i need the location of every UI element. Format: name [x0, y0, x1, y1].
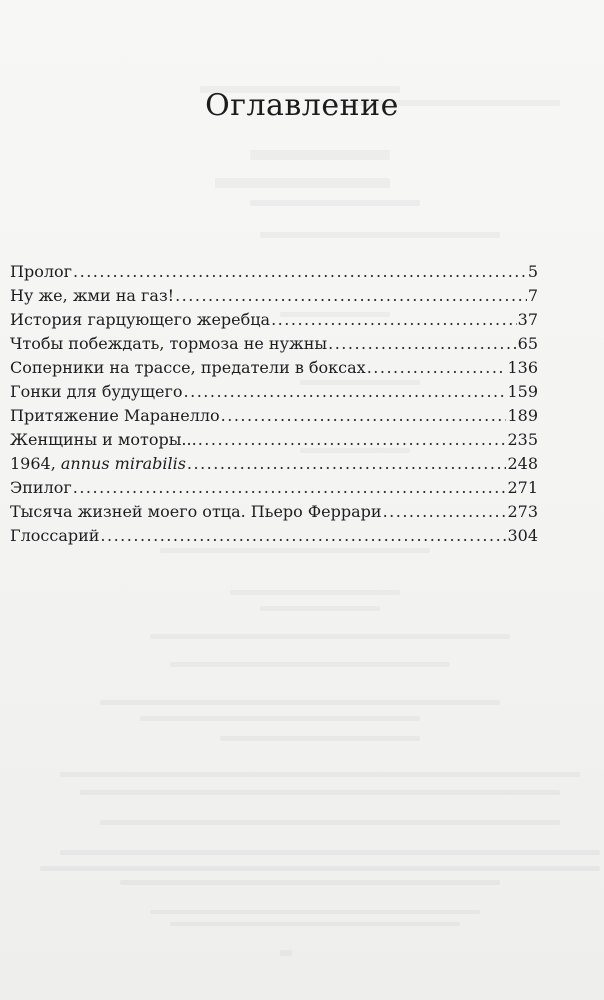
- toc-entry-title: [10, 260, 72, 284]
- toc-page-number: 159: [507, 382, 538, 401]
- toc-dot-leader: [73, 260, 527, 284]
- toc-entry-title: [10, 356, 366, 380]
- toc-entry: [10, 284, 538, 308]
- toc-dot-leader: [383, 500, 507, 524]
- toc-entry-title: [10, 524, 99, 548]
- toc-entry-title-text: Чтобы побеждать, тормоза не нужны: [10, 334, 328, 353]
- toc-dot-leader: [187, 452, 507, 476]
- toc-page-number: 65: [517, 334, 538, 353]
- toc-entry-title: [10, 476, 72, 500]
- toc-page-number: 5: [527, 262, 538, 281]
- toc-entry-title-text: 1964,: [10, 454, 61, 473]
- toc-entry-title: [10, 284, 174, 308]
- toc-entry-title: [10, 428, 197, 452]
- toc-entry: [10, 332, 538, 356]
- toc-entry: [10, 476, 538, 500]
- toc-entry-title-text: Притяжение Маранелло: [10, 406, 220, 425]
- toc-page-number: 189: [507, 406, 538, 425]
- toc-entry-title-text: Глоссарий: [10, 526, 100, 545]
- toc-entry-title: [10, 308, 270, 332]
- toc-dot-leader: [328, 332, 517, 356]
- toc-entry-title: [10, 332, 327, 356]
- toc-page-number: 136: [507, 358, 538, 377]
- toc-entry-title-text: Пролог: [10, 262, 73, 281]
- toc-entry-title: [10, 380, 183, 404]
- toc-dot-leader: [175, 284, 527, 308]
- toc-entry-title-text: История гарцующего жеребца: [10, 310, 271, 329]
- toc-entry: [10, 380, 538, 404]
- toc-entry-title: [10, 500, 382, 524]
- toc-dot-leader: [221, 404, 507, 428]
- toc-entry-title-text: Женщины и моторы...: [10, 430, 197, 449]
- toc-dot-leader: [100, 524, 506, 548]
- toc-entry-title: [10, 452, 186, 476]
- toc-entry: [10, 404, 538, 428]
- toc-entry-title-italic: annus mirabilis: [60, 454, 186, 473]
- toc-page-number: 7: [527, 286, 538, 305]
- toc-entry: [10, 356, 538, 380]
- toc-entry-title-text: Эпилог: [10, 478, 72, 497]
- toc-entry-title-text: Ну же, жми на газ!: [10, 286, 175, 305]
- toc-dot-leader: [184, 380, 507, 404]
- table-of-contents: [10, 260, 538, 548]
- toc-entry: [10, 260, 538, 284]
- toc-entry: [10, 524, 538, 548]
- toc-entry-title-text: Соперники на трассе, предатели в боксах: [10, 358, 366, 377]
- toc-page-number: 271: [507, 478, 538, 497]
- toc-entry-title-text: Тысяча жизней моего отца. Пьеро Феррари: [10, 502, 382, 521]
- toc-entry: [10, 428, 538, 452]
- toc-entry-title: [10, 404, 220, 428]
- toc-dot-leader: [198, 428, 507, 452]
- page-title: Оглавление: [205, 88, 399, 123]
- toc-page-number: 235: [507, 430, 538, 449]
- toc-entry-title-text: Гонки для будущего: [10, 382, 183, 401]
- toc-page-number: 37: [517, 310, 538, 329]
- toc-page-number: 273: [507, 502, 538, 521]
- toc-page-number: 304: [507, 526, 538, 545]
- toc-entry: [10, 452, 538, 476]
- toc-dot-leader: [271, 308, 517, 332]
- toc-dot-leader: [73, 476, 507, 500]
- toc-page-number: 248: [507, 454, 538, 473]
- toc-entry: [10, 308, 538, 332]
- toc-entry: [10, 500, 538, 524]
- toc-dot-leader: [367, 356, 507, 380]
